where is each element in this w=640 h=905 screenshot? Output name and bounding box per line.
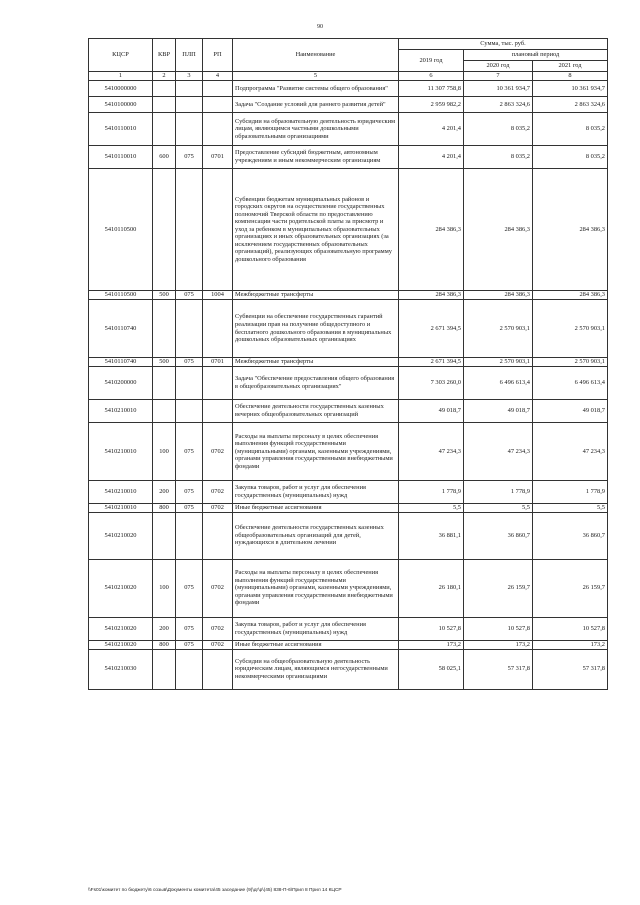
row-pgp (176, 300, 203, 358)
row-kvr: 500 (153, 291, 176, 300)
table-row (89, 97, 608, 113)
row-value-2020: 26 159,7 (464, 559, 533, 617)
row-value-2020: 57 317,8 (464, 649, 533, 689)
row-name: Закупка товаров, работ и услуг для обеспечения государственных (муниципальных) нужд (233, 617, 399, 640)
row-pgp: 075 (176, 291, 203, 300)
column-number: 2 (153, 72, 176, 81)
column-number: 7 (464, 72, 533, 81)
table-row (89, 504, 608, 513)
row-kvr (153, 367, 176, 400)
row-pgp (176, 512, 203, 559)
row-rp (203, 512, 233, 559)
row-kvr: 200 (153, 617, 176, 640)
column-number: 4 (203, 72, 233, 81)
row-rp (203, 300, 233, 358)
row-name: Обеспечение деятельности государственных казенных общеобразовательных организаций для детей, нуждающихся в длительном лечении (233, 512, 399, 559)
table-header (89, 39, 608, 81)
row-value-2021: 8 035,2 (533, 146, 608, 169)
row-kcsr: 5410110740 (89, 300, 153, 358)
row-kcsr: 5410210010 (89, 423, 153, 481)
row-rp (203, 81, 233, 97)
row-rp: 0702 (203, 559, 233, 617)
row-value-2020: 1 778,9 (464, 481, 533, 504)
row-value-2019: 10 527,8 (399, 617, 464, 640)
header-name: Наименование (233, 39, 399, 72)
row-pgp: 075 (176, 146, 203, 169)
row-kcsr: 5410210010 (89, 400, 153, 423)
table-row (89, 367, 608, 400)
row-name: Задача "Создание условий для раннего развития детей" (233, 97, 399, 113)
column-number-row (89, 72, 608, 81)
row-kvr: 800 (153, 504, 176, 513)
row-kcsr: 5410000000 (89, 81, 153, 97)
row-value-2021: 57 317,8 (533, 649, 608, 689)
table-row (89, 169, 608, 291)
row-value-2021: 284 386,3 (533, 291, 608, 300)
row-kvr (153, 169, 176, 291)
row-value-2019: 36 881,1 (399, 512, 464, 559)
row-name: Расходы на выплаты персоналу в целях обеспечения выполнения функций государственными (муниципальными) органами, казенными учреждениями, органами управления государственными внебюджетными фондами (233, 559, 399, 617)
budget-table (88, 38, 608, 690)
row-pgp: 075 (176, 559, 203, 617)
row-value-2019: 58 025,1 (399, 649, 464, 689)
row-value-2019: 2 671 394,5 (399, 300, 464, 358)
row-name: Субвенции на обеспечение государственных гарантий реализации прав на получение общедоступного и бесплатного дошкольного образования в муниципальных дошкольных образовательных организациях (233, 300, 399, 358)
header-kcsr: КЦСР (89, 39, 153, 72)
row-pgp: 075 (176, 617, 203, 640)
row-kvr: 100 (153, 423, 176, 481)
column-number: 3 (176, 72, 203, 81)
header-kvr: КВР (153, 39, 176, 72)
row-rp: 0702 (203, 481, 233, 504)
page-number: 90 (317, 24, 323, 30)
row-name: Иные бюджетные ассигнования (233, 504, 399, 513)
table-row (89, 423, 608, 481)
row-kcsr: 5410210010 (89, 504, 153, 513)
row-rp: 0702 (203, 504, 233, 513)
row-kvr (153, 300, 176, 358)
row-pgp: 075 (176, 358, 203, 367)
row-kcsr: 5410110010 (89, 146, 153, 169)
row-value-2019: 5,5 (399, 504, 464, 513)
row-value-2019: 4 201,4 (399, 113, 464, 146)
row-value-2019: 7 303 260,0 (399, 367, 464, 400)
row-pgp (176, 113, 203, 146)
row-kvr (153, 81, 176, 97)
row-name: Межбюджетные трансферты (233, 358, 399, 367)
row-value-2020: 36 860,7 (464, 512, 533, 559)
row-value-2021: 2 570 903,1 (533, 300, 608, 358)
row-value-2021: 49 018,7 (533, 400, 608, 423)
row-value-2021: 10 361 934,7 (533, 81, 608, 97)
row-value-2021: 8 035,2 (533, 113, 608, 146)
row-kvr (153, 649, 176, 689)
column-number: 8 (533, 72, 608, 81)
row-pgp (176, 649, 203, 689)
table-row (89, 400, 608, 423)
header-2020: 2020 год (464, 61, 533, 72)
row-value-2020: 5,5 (464, 504, 533, 513)
row-kvr: 100 (153, 559, 176, 617)
row-name: Предоставление субсидий бюджетным, автономным учреждениям и иным некоммерческим организациям (233, 146, 399, 169)
row-name: Расходы на выплаты персоналу в целях обеспечения выполнения функций государственными (муниципальными) органами, казенными учреждениями, органами управления государственными внебюджетными фондами (233, 423, 399, 481)
row-kcsr: 5410200000 (89, 367, 153, 400)
row-pgp (176, 400, 203, 423)
row-rp: 0702 (203, 640, 233, 649)
row-pgp: 075 (176, 640, 203, 649)
header-rp: РП (203, 39, 233, 72)
row-value-2020: 2 570 903,1 (464, 300, 533, 358)
table-body (89, 81, 608, 690)
table-row (89, 146, 608, 169)
row-kcsr: 5410100000 (89, 97, 153, 113)
row-kcsr: 5410210010 (89, 481, 153, 504)
row-kvr (153, 512, 176, 559)
row-value-2019: 284 386,3 (399, 169, 464, 291)
header-2021: 2021 год (533, 61, 608, 72)
row-value-2021: 10 527,8 (533, 617, 608, 640)
header-2019: 2019 год (399, 50, 464, 72)
row-value-2020: 10 361 934,7 (464, 81, 533, 97)
table-row (89, 481, 608, 504)
row-pgp (176, 367, 203, 400)
row-name: Субсидии на общеобразовательную деятельность юридическим лицам, являющимся негосударственными некоммерческими организациями (233, 649, 399, 689)
row-pgp (176, 81, 203, 97)
row-value-2020: 8 035,2 (464, 146, 533, 169)
row-value-2020: 2 570 903,1 (464, 358, 533, 367)
row-value-2020: 284 386,3 (464, 169, 533, 291)
row-pgp (176, 97, 203, 113)
row-kcsr: 5410210030 (89, 649, 153, 689)
table-row (89, 559, 608, 617)
row-pgp (176, 169, 203, 291)
row-value-2019: 26 180,1 (399, 559, 464, 617)
row-name: Иные бюджетные ассигнования (233, 640, 399, 649)
row-kvr: 800 (153, 640, 176, 649)
file-path-footer: \\Fs01\комитет по бюджету\6 созыв\Документы комитета\45 заседание (9)\дг\р\(45) 838-П-6\Прил 8 Прил 14 КЦСР (88, 888, 342, 893)
row-rp (203, 649, 233, 689)
row-value-2021: 2 570 903,1 (533, 358, 608, 367)
row-kvr: 500 (153, 358, 176, 367)
row-value-2020: 6 496 613,4 (464, 367, 533, 400)
row-value-2019: 4 201,4 (399, 146, 464, 169)
row-name: Закупка товаров, работ и услуг для обеспечения государственных (муниципальных) нужд (233, 481, 399, 504)
row-value-2019: 173,2 (399, 640, 464, 649)
row-rp (203, 400, 233, 423)
table-row (89, 358, 608, 367)
row-name: Задача "Обеспечение предоставления общего образования в общеобразовательных организациях" (233, 367, 399, 400)
row-rp (203, 367, 233, 400)
row-pgp: 075 (176, 423, 203, 481)
row-rp: 0701 (203, 146, 233, 169)
row-rp: 1004 (203, 291, 233, 300)
row-kcsr: 5410210020 (89, 512, 153, 559)
column-number: 6 (399, 72, 464, 81)
row-kcsr: 5410210020 (89, 617, 153, 640)
row-value-2019: 284 386,3 (399, 291, 464, 300)
row-value-2021: 1 778,9 (533, 481, 608, 504)
row-rp: 0701 (203, 358, 233, 367)
row-kcsr: 5410110010 (89, 113, 153, 146)
row-name: Межбюджетные трансферты (233, 291, 399, 300)
table-row (89, 617, 608, 640)
row-kcsr: 5410210020 (89, 640, 153, 649)
row-value-2021: 173,2 (533, 640, 608, 649)
row-value-2021: 47 234,3 (533, 423, 608, 481)
header-plan-period: плановый период (464, 50, 608, 61)
table-row (89, 113, 608, 146)
row-value-2021: 5,5 (533, 504, 608, 513)
row-kvr (153, 97, 176, 113)
row-kvr: 600 (153, 146, 176, 169)
row-kvr: 200 (153, 481, 176, 504)
row-value-2020: 284 386,3 (464, 291, 533, 300)
table-row (89, 291, 608, 300)
row-name: Подпрограмма "Развитие системы общего образования" (233, 81, 399, 97)
row-kcsr: 5410210020 (89, 559, 153, 617)
row-rp (203, 113, 233, 146)
row-value-2019: 49 018,7 (399, 400, 464, 423)
row-rp (203, 169, 233, 291)
row-kvr (153, 400, 176, 423)
row-kcsr: 5410110500 (89, 291, 153, 300)
row-value-2019: 47 234,3 (399, 423, 464, 481)
row-value-2019: 11 307 758,8 (399, 81, 464, 97)
row-value-2020: 49 018,7 (464, 400, 533, 423)
row-kcsr: 5410110740 (89, 358, 153, 367)
row-rp: 0702 (203, 423, 233, 481)
table-row (89, 81, 608, 97)
row-name: Субсидии на образовательную деятельность юридическим лицам, являющимся частными дошкольными образовательными организациями (233, 113, 399, 146)
table-row (89, 300, 608, 358)
row-value-2020: 8 035,2 (464, 113, 533, 146)
row-rp (203, 97, 233, 113)
row-value-2021: 6 496 613,4 (533, 367, 608, 400)
row-value-2019: 2 959 982,2 (399, 97, 464, 113)
row-value-2021: 284 386,3 (533, 169, 608, 291)
row-value-2021: 2 863 324,6 (533, 97, 608, 113)
row-kvr (153, 113, 176, 146)
row-value-2020: 47 234,3 (464, 423, 533, 481)
row-value-2020: 173,2 (464, 640, 533, 649)
row-value-2020: 2 863 324,6 (464, 97, 533, 113)
row-pgp: 075 (176, 504, 203, 513)
row-value-2021: 36 860,7 (533, 512, 608, 559)
row-pgp: 075 (176, 481, 203, 504)
row-rp: 0702 (203, 617, 233, 640)
table-row (89, 512, 608, 559)
row-value-2021: 26 159,7 (533, 559, 608, 617)
row-value-2020: 10 527,8 (464, 617, 533, 640)
column-number: 1 (89, 72, 153, 81)
row-name: Субвенции бюджетам муниципальных районов и городских округов на осуществление государственных полномочий Тверской области по предоставлению компенсации части родительской платы за присмотр и уход за ребенком в муниципальных образовательных организациях и иных образовательных организациях (за исключением государственных образовательных организаций), реализующих образовательную программу дошкольного образования (233, 169, 399, 291)
column-number: 5 (233, 72, 399, 81)
header-pgp: ПЛП (176, 39, 203, 72)
row-value-2019: 2 671 394,5 (399, 358, 464, 367)
row-kcsr: 5410110500 (89, 169, 153, 291)
table-row (89, 649, 608, 689)
header-sum: Сумма, тыс. руб. (399, 39, 608, 50)
table-row (89, 640, 608, 649)
row-name: Обеспечение деятельности государственных казенных вечерних общеобразовательных организаций (233, 400, 399, 423)
row-value-2019: 1 778,9 (399, 481, 464, 504)
